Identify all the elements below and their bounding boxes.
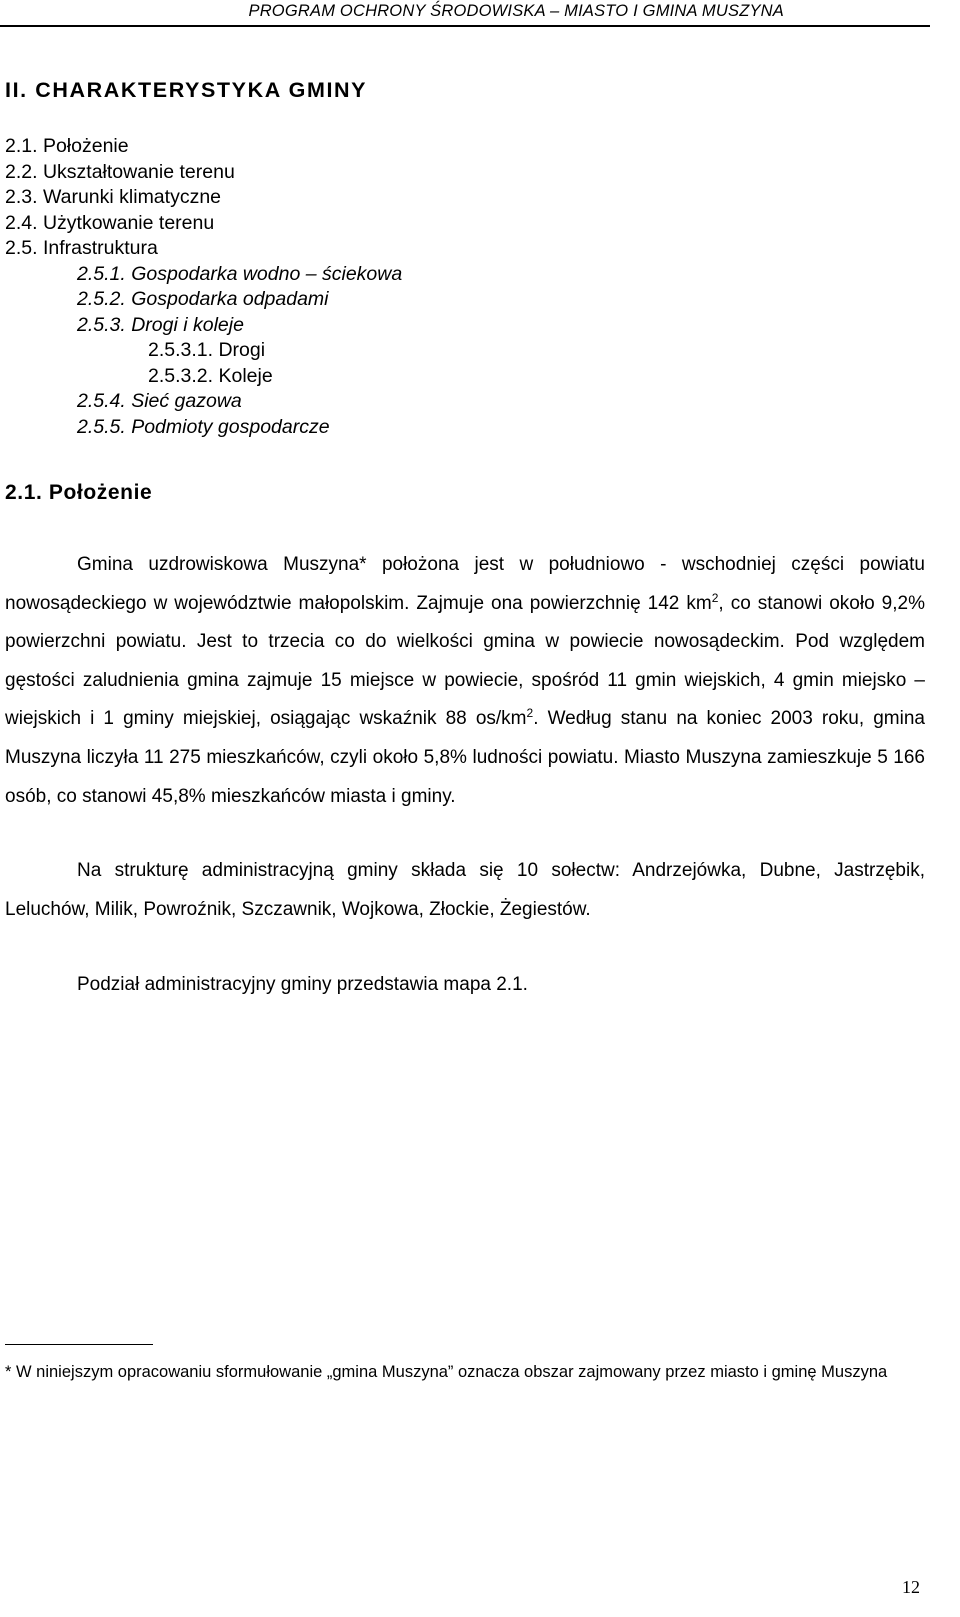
running-header: PROGRAM OCHRONY ŚRODOWISKA – MIASTO I GMINA MUSZYNA — [248, 2, 784, 20]
toc-item: 2.2. Ukształtowanie terenu — [5, 160, 235, 183]
paragraph-text: . Według stanu na koniec 2003 roku, gmina Muszyna liczyła 11 275 mieszkańców, czyli około 5,8% ludności powiatu. Miasto Muszyna zamieszkuje 5 166 osób, co stanowi 45,8% mieszkańców miasta i gminy. — [5, 708, 925, 807]
toc-item: 2.5.2. Gospodarka odpadami — [77, 288, 329, 310]
chapter-title: II. CHARAKTERYSTYKA GMINY — [5, 78, 368, 102]
superscript: 2 — [526, 706, 534, 721]
page-number: 12 — [902, 1577, 920, 1597]
body-paragraph: Na strukturę administracyjną gminy składa się 10 sołectw: Andrzejówka, Dubne, Jastrzębik, Leluchów, Milik, Powroźnik, Szczawnik, Wojkowa, Złockie, Żegiestów. — [5, 860, 925, 920]
toc-item: 2.5.3.2. Koleje — [148, 364, 273, 387]
toc-item: 2.5.3. Drogi i koleje — [77, 313, 244, 336]
toc-item: 2.1. Położenie — [5, 135, 129, 157]
toc-item: 2.5.1. Gospodarka wodno – ściekowa — [77, 262, 403, 285]
paragraph-text: Gmina uzdrowiskowa Muszyna* położona jest w południowo - wschodniej części powiatu nowosądeckiego w województwie małopolskim. Zajmuje ona powierzchnię 142 km — [5, 554, 925, 614]
footnote-separator — [5, 1344, 153, 1345]
toc-item: 2.5. Infrastruktura — [5, 237, 158, 259]
body-paragraph — [5, 546, 925, 816]
toc-item: 2.4. Użytkowanie terenu — [5, 211, 215, 234]
paragraph-text: , co stanowi około 9,2% powierzchni powiatu. Jest to trzecia co do wielkości gmina w powiecie nowosądeckim. Pod względem gęstości zaludnienia gmina zajmuje 15 miejsce w powiecie, spośród 11 gmin wiejskich, 4 gmin miejsko – wiejskich i 1 gminy miejskiej, osiągając wskaźnik 88 os/km — [5, 592, 925, 730]
toc-item: 2.5.5. Podmioty gospodarcze — [77, 415, 330, 438]
section-title: 2.1. Położenie — [5, 481, 153, 504]
superscript: 2 — [711, 590, 719, 605]
toc-item: 2.3. Warunki klimatyczne — [5, 186, 222, 208]
footnote: * W niniejszym opracowaniu sformułowanie „gmina Muszyna” oznacza obszar zajmowany przez miasto i gminę Muszyna — [5, 1363, 888, 1381]
body-paragraph: Podział administracyjny gminy przedstawia mapa 2.1. — [77, 974, 528, 995]
toc-item: 2.5.3.1. Drogi — [148, 339, 266, 361]
header-rule — [0, 25, 930, 27]
toc-item: 2.5.4. Sieć gazowa — [77, 390, 242, 412]
